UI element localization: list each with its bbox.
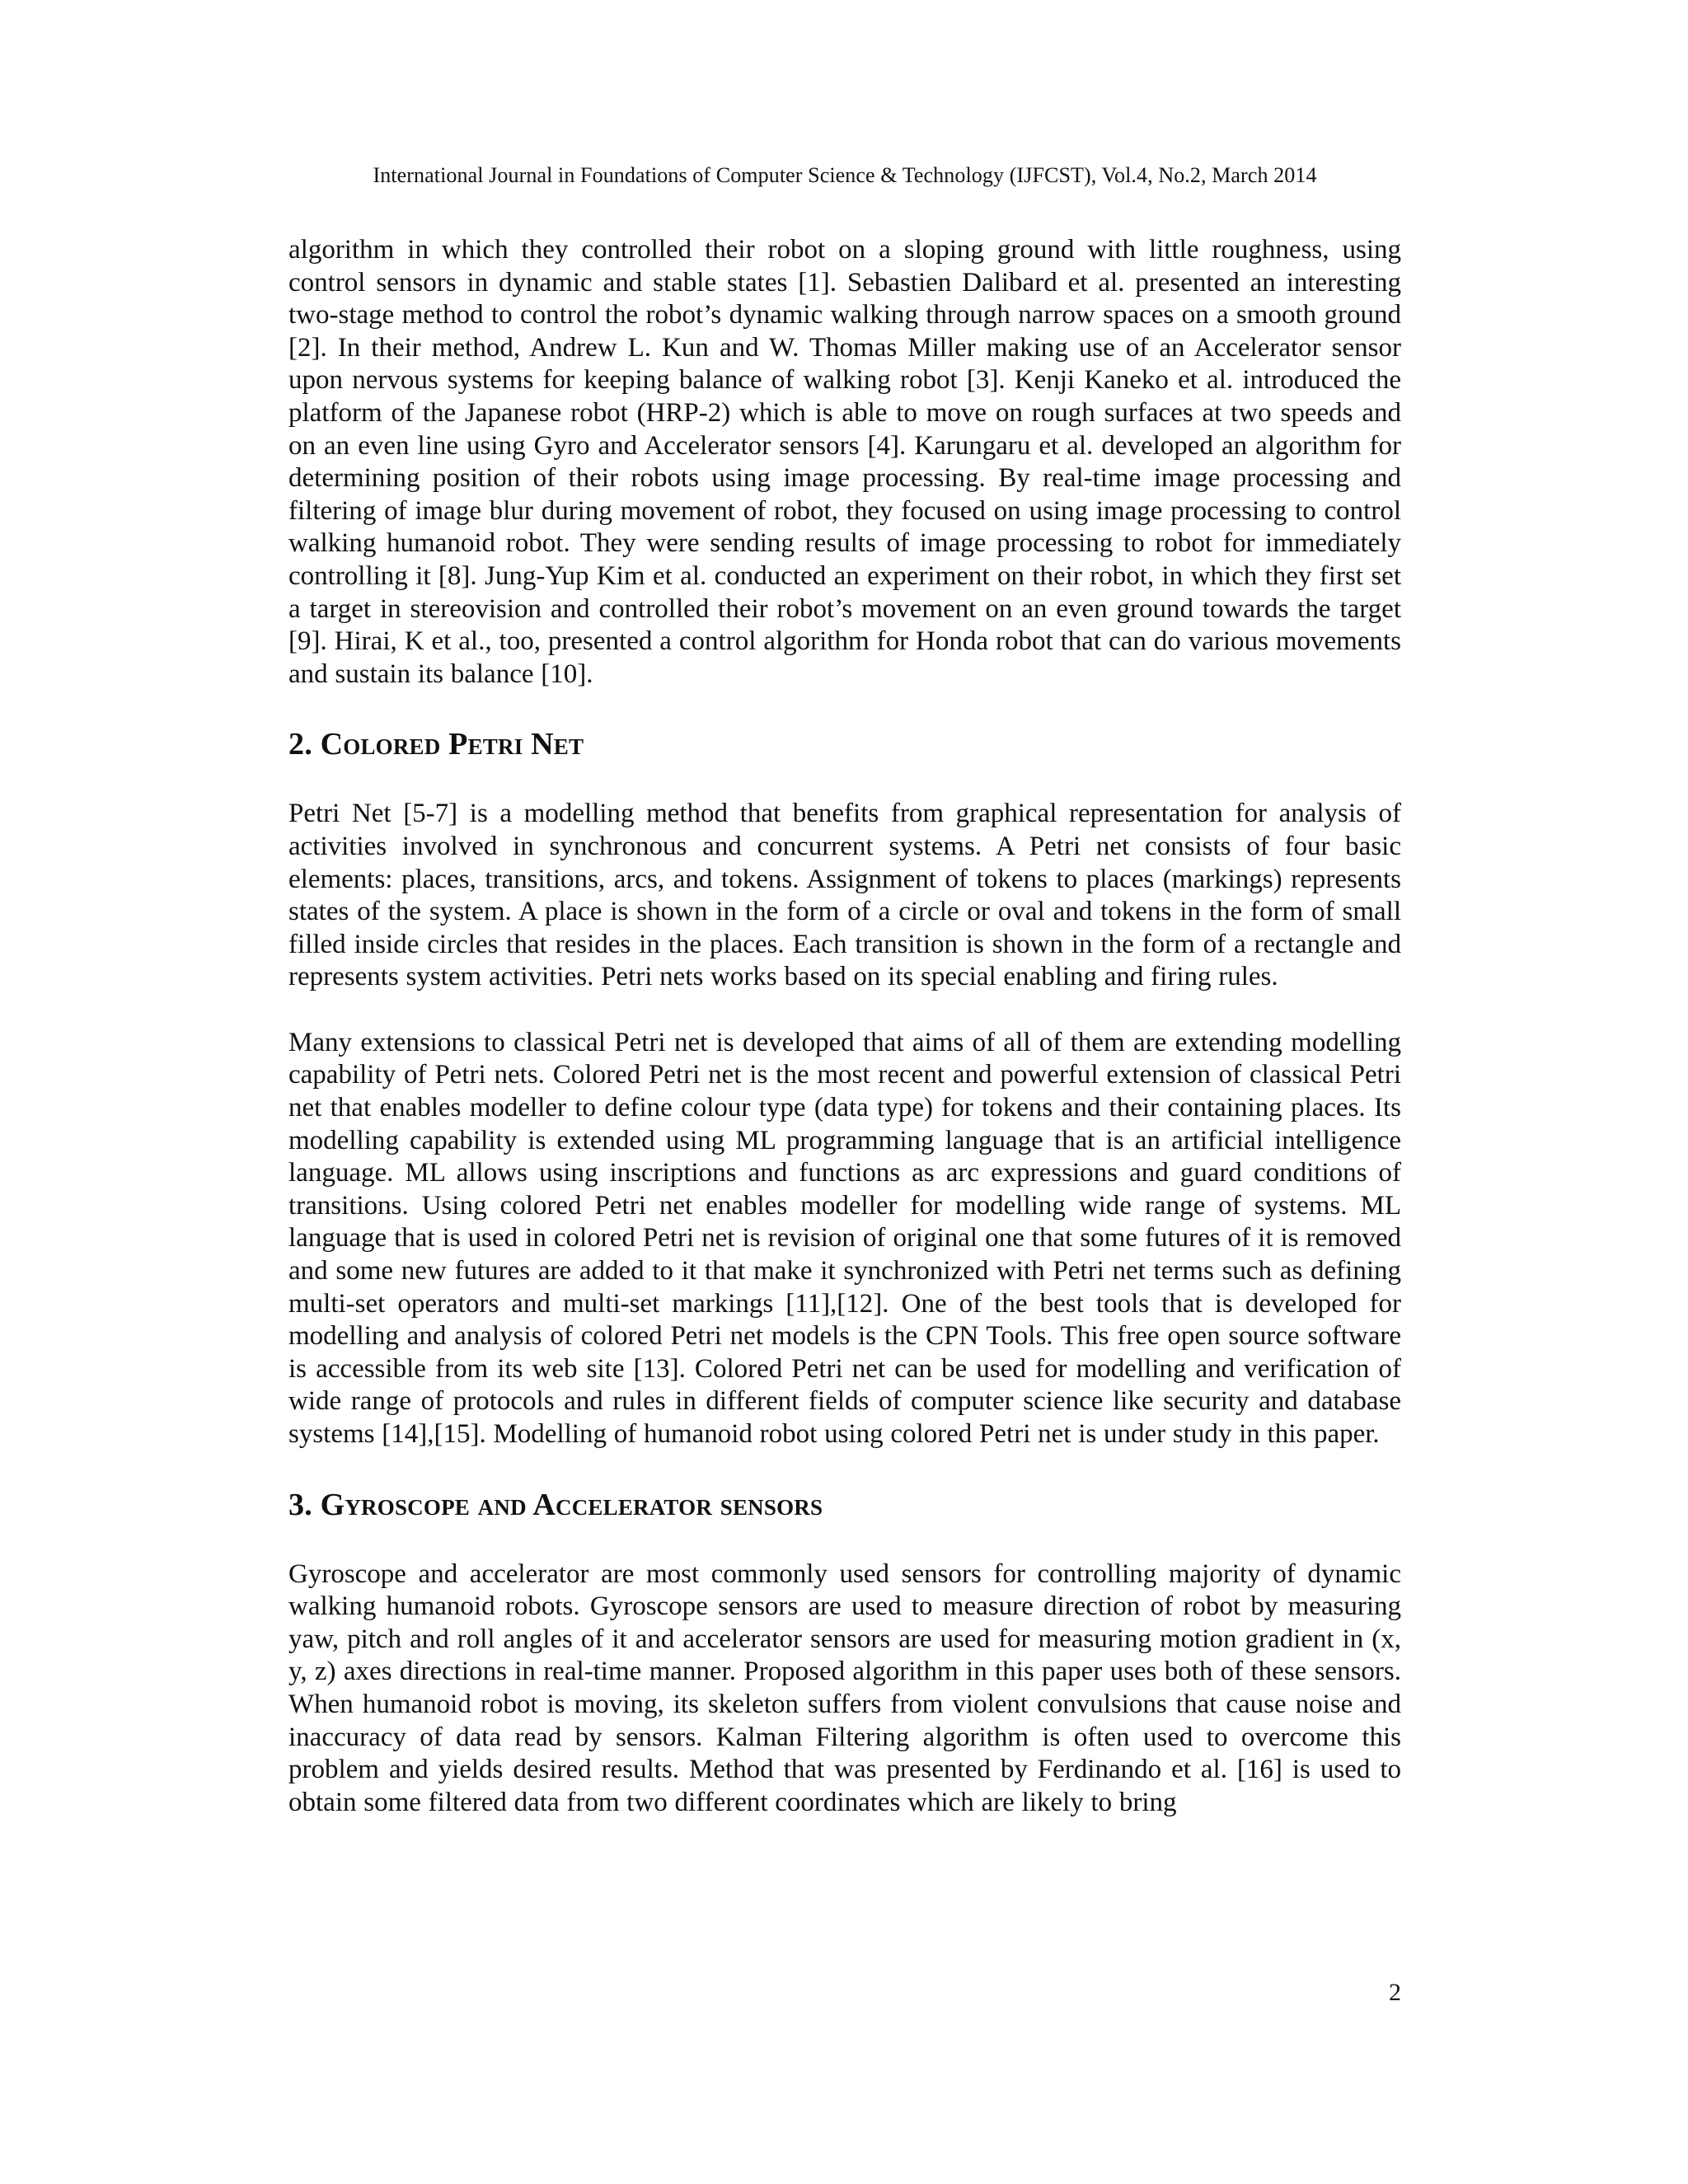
spacer xyxy=(288,691,1401,725)
paragraph-gyroscope-accelerator: Gyroscope and accelerator are most commonly used sensors for controlling majority of dynamic walking humanoid robots. Gyroscope sensors are used to measure direction of robot by measuring yaw, pitch and roll angles of it and accelerator sensors are used for measuring motion gradient in (x, y, z) axes directions in real-time manner. Proposed algorithm in this paper uses both of these sensors. When humanoid robot is moving, its skeleton suffers from violent convulsions that cause noise and inaccuracy of data read by sensors. Kalman Filtering algorithm is often used to overcome this problem and yields desired results. Method that was presented by Ferdinando et al. [16] is used to obtain some filtered data from two different coordinates which are likely to bring xyxy=(288,1558,1401,1817)
section-heading-sensors: 3. Gyroscope and Accelerator sensors xyxy=(288,1487,823,1522)
page-number: 2 xyxy=(1389,1979,1401,2006)
spacer xyxy=(288,763,1401,798)
running-header: International Journal in Foundations of Computer Science & Technology (IJFCST), Vol.4, No.2, March 2014 xyxy=(373,163,1317,187)
paragraph-colored-petri-net-extensions: Many extensions to classical Petri net is developed that aims of all of them are extending modelling capability of Petri nets. Colored Petri net is the most recent and powerful extension of classical Petri net that enables modeller to define colour type (data type) for tokens and their containing places. Its modelling capability is extended using ML programming language that is an artificial intelligence language. ML allows using inscriptions and functions as arc expressions and guard conditions of transitions. Using colored Petri net enables modeller for modelling wide range of systems. ML language that is used in colored Petri net is revision of original one that some futures of it is removed and some new futures are added to it that make it synchronized with Petri net terms such as defining multi-set operators and multi-set markings [11],[12]. One of the best tools that is developed for modelling and analysis of colored Petri net models is the CPN Tools. This free open source software is accessible from its web site [13]. Colored Petri net can be used for modelling and verification of wide range of protocols and rules in different fields of computer science like security and database systems [14],[15]. Modelling of humanoid robot using colored Petri net is under study in this paper. xyxy=(288,1027,1401,1449)
spacer xyxy=(288,1451,1401,1486)
spacer xyxy=(288,994,1401,1027)
paragraph-petri-net-definition: Petri Net [5-7] is a modelling method that benefits from graphical representation for analysis of activities involved in synchronous and concurrent systems. A Petri net consists of four basic elements: places, transitions, arcs, and tokens. Assignment of tokens to places (markings) represents states of the system. A place is shown in the form of a circle or oval and tokens in the form of small filled inside circles that resides in the places. Each transition is shown in the form of a rectangle and represents system activities. Petri nets works based on its special enabling and firing rules. xyxy=(288,799,1401,992)
spacer xyxy=(288,1524,1401,1558)
page-body xyxy=(288,234,1401,1819)
paragraph-intro-continuation: algorithm in which they controlled their robot on a sloping ground with little roughness, using control sensors in dynamic and stable states [1]. Sebastien Dalibard et al. presented an interesting two-stage method to control the robot’s dynamic walking through narrow spaces on a smooth ground [2]. In their method, Andrew L. Kun and W. Thomas Miller making use of an Accelerator sensor upon nervous systems for keeping balance of walking robot [3]. Kenji Kaneko et al. introduced the platform of the Japanese robot (HRP-2) which is able to move on rough surfaces at two speeds and on an even line using Gyro and Accelerator sensors [4]. Karungaru et al. developed an algorithm for determining position of their robots using image processing. By real-time image processing and filtering of image blur during movement of robot, they focused on using image processing to control walking humanoid robot. They were sending results of image processing to robot for immediately controlling it [8]. Jung-Yup Kim et al. conducted an experiment on their robot, in which they first set a target in stereovision and controlled their robot’s movement on an even ground towards the target [9]. Hirai, K et al., too, presented a control algorithm for Honda robot that can do various movements and sustain its balance [10]. xyxy=(288,235,1401,689)
section-heading-colored-petri-net: 2. Colored Petri Net xyxy=(288,727,584,762)
